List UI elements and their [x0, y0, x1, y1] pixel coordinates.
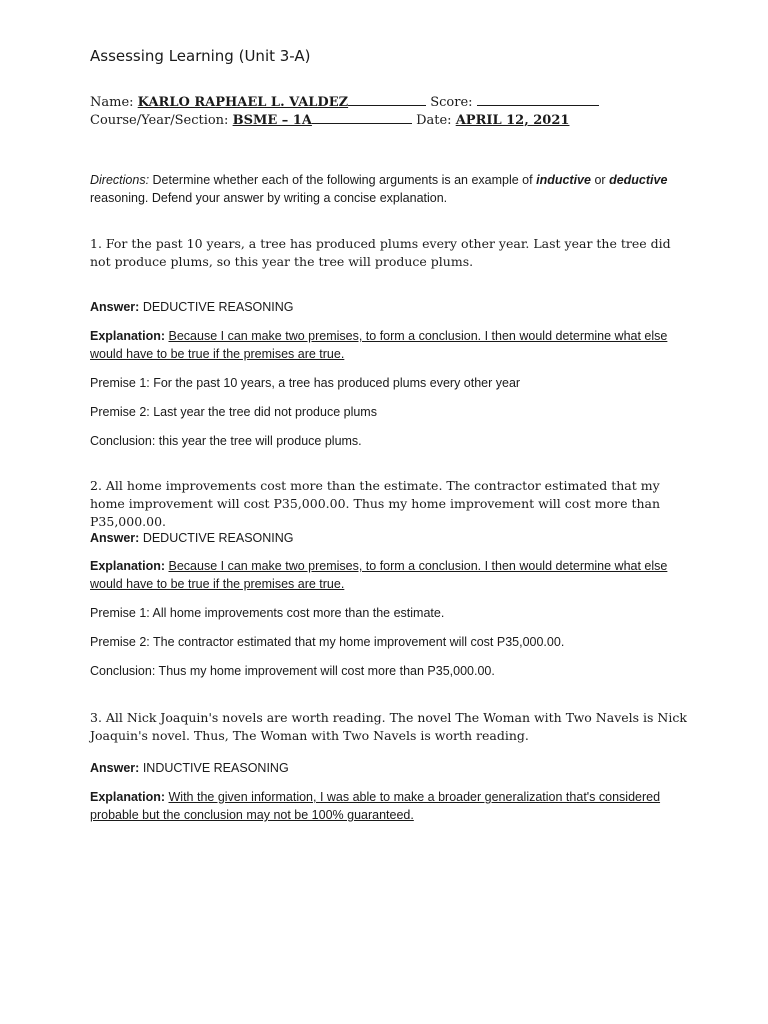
question-1: 1. For the past 10 years, a tree has produced plums every other year. Last year the tree did not produce plums, so this year the tree will produce plums. — [90, 236, 671, 269]
premise-1-1: Premise 1: For the past 10 years, a tree has produced plums every other year — [90, 376, 521, 390]
explanation-2 — [90, 557, 690, 593]
answer-2 — [90, 529, 690, 547]
course-value: BSME – 1A — [232, 113, 312, 128]
directions-or: or — [594, 173, 606, 187]
directions-text-1: Determine whether each of the following arguments is an example of — [152, 173, 533, 187]
question-3: 3. All Nick Joaquin's novels are worth reading. The novel The Woman with Two Navels is Nick Joaquin's novel. Thus, The Woman with Two Navels is worth reading. — [90, 710, 687, 743]
explanation-text: Because I can make two premises, to form a conclusion. I then would determine what else would have to be true if the premises are true. — [90, 329, 668, 361]
course-underline — [312, 112, 412, 124]
answer-value: DEDUCTIVE REASONING — [142, 531, 294, 545]
name-label: Name: — [90, 95, 134, 110]
answer-label: Answer: — [90, 300, 140, 314]
premise-2-1: Premise 1: All home improvements cost more than the estimate. — [90, 606, 445, 620]
explanation-label: Explanation: — [90, 329, 166, 343]
directions-word-deductive: deductive — [609, 173, 668, 187]
score-blank — [477, 94, 599, 106]
premise-1-2: Premise 2: Last year the tree did not produce plums — [90, 405, 377, 419]
answer-label: Answer: — [90, 531, 140, 545]
explanation-label: Explanation: — [90, 559, 166, 573]
premise-2-2: Premise 2: The contractor estimated that my home improvement will cost P35,000.00. — [90, 635, 565, 649]
explanation-1 — [90, 327, 690, 363]
answer-value: INDUCTIVE REASONING — [142, 761, 289, 775]
directions-text-2: reasoning. Defend your answer by writing a concise explanation. — [90, 191, 448, 205]
conclusion-1: Conclusion: this year the tree will produce plums. — [90, 434, 362, 448]
directions-label: Directions: — [90, 173, 150, 187]
date-value: APRIL 12, 2021 — [455, 113, 570, 128]
date-label: Date: — [416, 113, 452, 128]
answer-label: Answer: — [90, 761, 140, 775]
question-2: 2. All home improvements cost more than the estimate. The contractor estimated that my home improvement will cost P35,000.00. Thus my home improvement will cost more than P35,000.00. — [90, 478, 661, 529]
name-value: KARLO RAPHAEL L. VALDEZ — [137, 95, 349, 110]
course-label: Course/Year/Section: — [90, 113, 229, 128]
answer-3 — [90, 759, 690, 777]
score-label: Score: — [430, 95, 473, 110]
explanation-text: Because I can make two premises, to form a conclusion. I then would determine what else would have to be true if the premises are true. — [90, 559, 668, 591]
course-row — [90, 112, 569, 128]
explanation-label: Explanation: — [90, 790, 166, 804]
explanation-3 — [90, 788, 690, 824]
explanation-text: With the given information, I was able to make a broader generalization that's considered probable but the conclusion may not be 100% guaranteed. — [90, 790, 661, 822]
page-title: Assessing Learning (Unit 3-A) — [90, 47, 311, 65]
conclusion-2: Conclusion: Thus my home improvement will cost more than P35,000.00. — [90, 664, 495, 678]
name-underline — [348, 94, 426, 106]
directions-word-inductive: inductive — [536, 173, 591, 187]
answer-value: DEDUCTIVE REASONING — [142, 300, 294, 314]
answer-1 — [90, 298, 690, 316]
directions — [90, 171, 690, 207]
name-row — [90, 94, 599, 110]
